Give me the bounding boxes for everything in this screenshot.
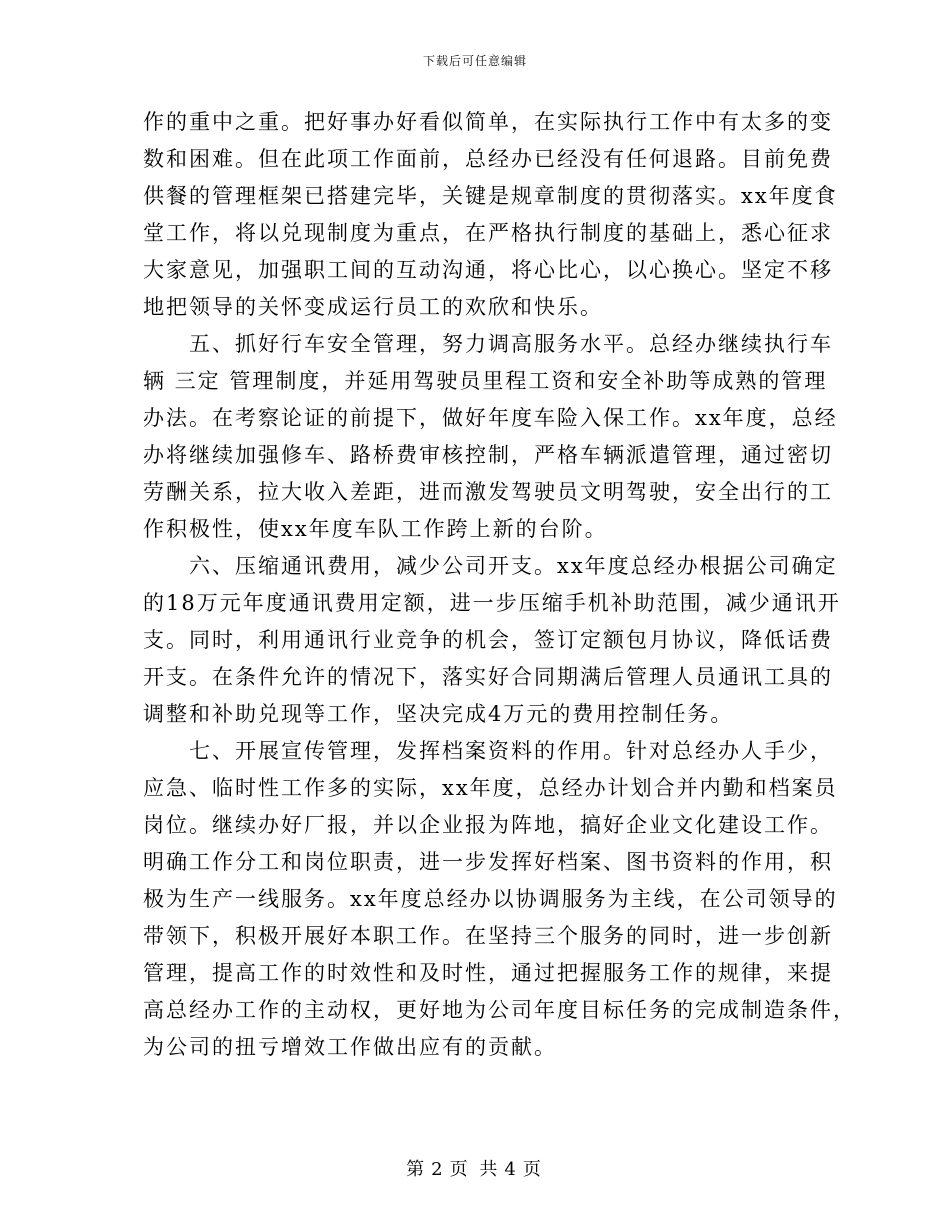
text-line: 开支。在条件允许的情况下，落实好合同期满后管理人员通讯工具的	[143, 665, 833, 689]
text-line: 数和困难。但在此项工作面前，总经办已经没有任何退路。目前免费	[143, 147, 833, 171]
text-line: 供餐的管理框架已搭建完毕，关键是规章制度的贯彻落实。xx年度食	[143, 184, 838, 208]
text-line: 作积极性，使xx年度车队工作跨上新的台阶。	[143, 517, 608, 541]
text-line: 地把领导的关怀变成运行员工的欢欣和快乐。	[143, 295, 603, 319]
text-line: 辆 三定 管理制度，并延用驾驶员里程工资和安全补助等成熟的管理	[143, 369, 828, 393]
text-line: 作的重中之重。把好事办好看似简单，在实际执行工作中有太多的变	[143, 110, 833, 134]
footer-middle: 页 共	[449, 1159, 501, 1180]
text-line: 管理，提高工作的时效性和及时性，通过把握服务工作的规律，来提	[143, 961, 833, 985]
text-line: 调整和补助兑现等工作，坚决完成4万元的费用控制任务。	[143, 702, 734, 726]
text-line: 带领下，积极开展好本职工作。在坚持三个服务的同时，进一步创新	[143, 924, 833, 948]
body-text	[143, 104, 856, 1066]
text-line: 为公司的扭亏增效工作做出应有的贡献。	[143, 1035, 557, 1059]
text-line: 堂工作，将以兑现制度为重点，在严格执行制度的基础上，悉心征求	[143, 221, 833, 245]
text-line: 支。同时，利用通讯行业竞争的机会，签订定额包月协议，降低话费	[143, 628, 833, 652]
text-line: 七、开展宣传管理，发挥档案资料的作用。针对总经办人手少，	[143, 739, 833, 763]
text-line: 五、抓好行车安全管理，努力调高服务水平。总经办继续执行车	[143, 332, 833, 356]
text-line: 大家意见，加强职工间的互动沟通，将心比心，以心换心。坚定不移	[143, 258, 833, 282]
text-line: 的18万元年度通讯费用定额，进一步压缩手机补助范围，减少通讯开	[143, 591, 841, 615]
text-line: 劳酬关系，拉大收入差距，进而激发驾驶员文明驾驶，安全出行的工	[143, 480, 833, 504]
footer-suffix: 页	[522, 1159, 544, 1180]
page-footer	[0, 1155, 950, 1181]
footer-prefix: 第	[406, 1159, 428, 1180]
text-line: 应急、临时性工作多的实际，xx年度，总经办计划合并内勤和档案员	[143, 776, 838, 800]
text-line: 高总经办工作的主动权，更好地为公司年度目标任务的完成制造条件，	[143, 998, 856, 1022]
text-line: 极为生产一线服务。xx年度总经办以协调服务为主线，在公司领导的	[143, 887, 838, 911]
text-line: 明确工作分工和岗位职责，进一步发挥好档案、图书资料的作用，积	[143, 850, 833, 874]
text-line: 岗位。继续办好厂报，并以企业报为阵地，搞好企业文化建设工作。	[143, 813, 833, 837]
total-pages-number: 4	[504, 1159, 519, 1180]
page-header: 下载后可任意编辑	[422, 54, 527, 68]
current-page-number: 2	[431, 1159, 446, 1180]
text-line: 办法。在考察论证的前提下，做好年度车险入保工作。xx年度，总经	[143, 406, 838, 430]
text-line: 六、压缩通讯费用，减少公司开支。xx年度总经办根据公司确定	[143, 554, 838, 578]
text-line: 办将继续加强修车、路桥费审核控制，严格车辆派遣管理，通过密切	[143, 443, 833, 467]
